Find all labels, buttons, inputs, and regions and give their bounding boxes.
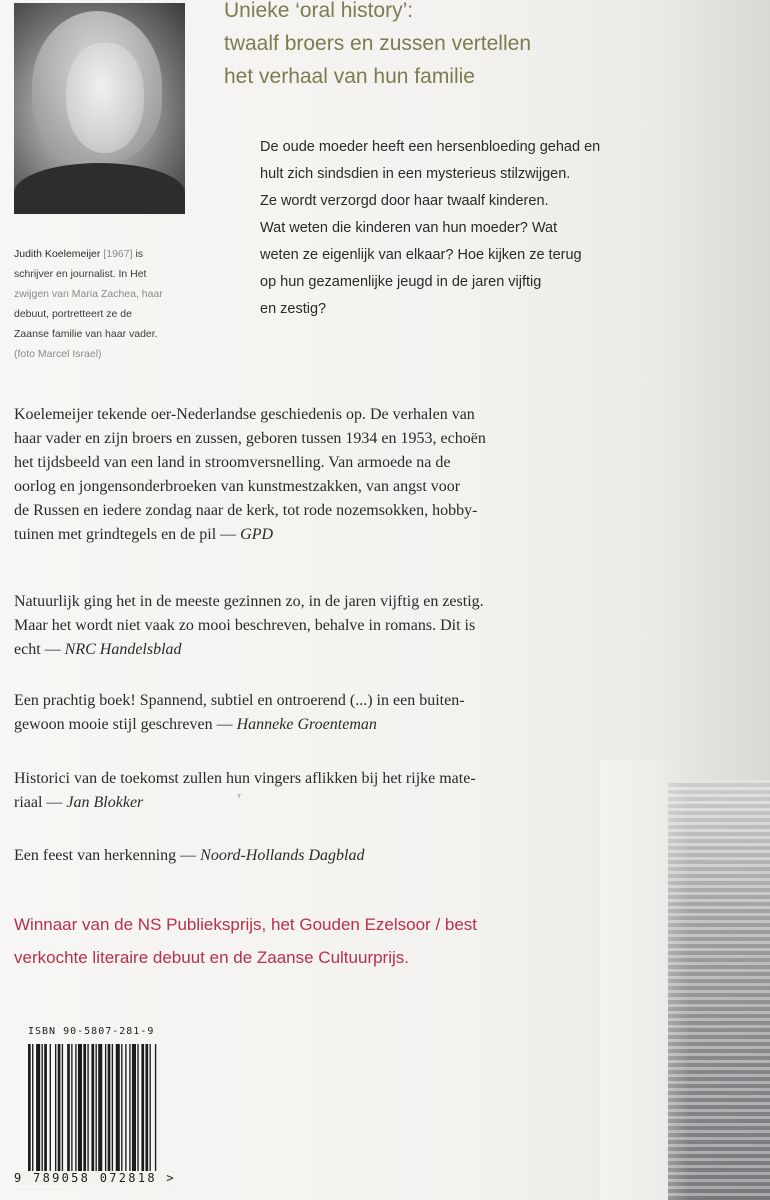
- review-quote-4: [14, 767, 476, 815]
- caption-line-1: [14, 244, 199, 264]
- quote-last-line: [14, 523, 486, 547]
- barcode-bar: [116, 1044, 120, 1172]
- quote-line: het tijdsbeeld van een land in stroomversnelling. Van armoede na de: [14, 454, 451, 471]
- barcode-bar: [91, 1044, 94, 1184]
- barcode-bar: [132, 1044, 136, 1172]
- intro-line-2: hult zich sindsdien in een mysterieus stilzwijgen.: [260, 166, 571, 182]
- barcode-bar: [75, 1044, 76, 1172]
- barcode-bar: [55, 1044, 56, 1172]
- quote-last-text: tuinen met grindtegels en de pil —: [14, 526, 237, 543]
- quote-line: haar vader en zijn broers en zussen, geboren tussen 1934 en 1953, echoën: [14, 430, 486, 447]
- barcode-bar: [87, 1044, 88, 1172]
- intro-line-5: weten ze eigenlijk van elkaar? Hoe kijken ze terug: [260, 247, 582, 263]
- barcode-bar: [145, 1044, 148, 1172]
- caption-line-5: Zaanse familie van haar vader.: [14, 328, 158, 340]
- quote-last-line: [14, 713, 465, 737]
- quote-last-line: [14, 791, 476, 815]
- barcode-bar: [78, 1044, 82, 1172]
- quote-last-line: [14, 638, 484, 662]
- author-photo: [14, 3, 185, 214]
- barcode-bar: [150, 1044, 151, 1172]
- caption-line-2: schrijver en journalist. In Het: [14, 268, 147, 280]
- caption-line-4: debuut, portretteert ze de: [14, 308, 132, 320]
- quote-line: Historici van de toekomst zullen hun vingers aflikken bij het rijke mate-: [14, 770, 476, 787]
- quote-last-text: riaal —: [14, 794, 63, 811]
- barcode-bar: [125, 1044, 126, 1172]
- quote-last-text: echt —: [14, 641, 61, 658]
- quote-source: Noord-Hollands Dagblad: [200, 847, 365, 864]
- review-quote-2: [14, 590, 484, 662]
- award-line-1: Winnaar van de NS Publieksprijs, het Gouden Ezelsoor / best: [14, 915, 478, 934]
- intro-line-7: en zestig?: [260, 301, 327, 317]
- author-year: [1967]: [103, 248, 133, 260]
- barcode-bar: [96, 1044, 97, 1184]
- print-marks: ʳ: [238, 790, 241, 804]
- quote-line: Maar het wordt niet vaak zo mooi beschreven, behalve in romans. Dit is: [14, 617, 476, 634]
- barcode-bar: [58, 1044, 61, 1172]
- quote-line: Koelemeijer tekende oer-Nederlandse geschiedenis op. De verhalen van: [14, 406, 475, 423]
- isbn-label: ISBN 90-5807-281-9: [28, 1026, 155, 1037]
- award-line-2: verkochte literaire debuut en de Zaanse Cultuurprijs.: [14, 948, 409, 967]
- barcode-bar: [155, 1044, 156, 1184]
- quote-last-text: Een feest van herkenning —: [14, 847, 197, 864]
- barcode-bar: [137, 1044, 138, 1172]
- review-quote-3: [14, 689, 465, 737]
- author-face: [66, 43, 144, 153]
- barcode-bar: [71, 1044, 72, 1172]
- caption-line-1-rest: is: [135, 248, 144, 260]
- barcode-bar: [42, 1044, 43, 1172]
- caption-line-3: zwijgen van Maria Zachea, haar: [14, 288, 163, 300]
- quote-last-text: gewoon mooie stijl geschreven —: [14, 716, 233, 733]
- barcode-digits: 9 789058 072818 >: [14, 1171, 176, 1185]
- quote-line: Een prachtig boek! Spannend, subtiel en ontroerend (...) in een buiten-: [14, 692, 465, 709]
- quote-source: GPD: [240, 526, 274, 543]
- barcode-bar: [98, 1044, 102, 1172]
- author-caption: [14, 244, 199, 364]
- headline-line-3: het verhaal van hun familie: [224, 65, 475, 88]
- barcode-bar: [50, 1044, 51, 1172]
- barcode-bar: [105, 1044, 106, 1172]
- intro-text: [260, 134, 680, 323]
- headline: [224, 0, 644, 93]
- award-text: [14, 908, 654, 974]
- photo-credit: (foto Marcel Israel): [14, 348, 102, 360]
- quote-last-line: [14, 844, 364, 868]
- quote-source: NRC Handelsblad: [64, 641, 182, 658]
- quote-line: Natuurlijk ging het in de meeste gezinnen zo, in de jaren vijftig en zestig.: [14, 593, 484, 610]
- barcode-bar: [28, 1044, 31, 1184]
- headline-line-2: twaalf broers en zussen vertellen: [224, 32, 531, 55]
- barcode-bar: [129, 1044, 130, 1172]
- barcode-bar: [36, 1044, 40, 1172]
- barcode-bar: [44, 1044, 47, 1172]
- intro-line-1: De oude moeder heeft een hersenbloeding gehad en: [260, 139, 601, 155]
- author-shoulders: [14, 163, 185, 214]
- review-quote-5: [14, 844, 364, 868]
- review-quote-1: [14, 403, 486, 547]
- intro-line-6: op hun gezamenlijke jeugd in de jaren vijftig: [260, 274, 542, 290]
- barcode: [28, 1044, 196, 1184]
- quote-line: de Russen en iedere zondag naar de kerk, tot rode nozemsokken, hobby-: [14, 502, 478, 519]
- quote-source: Jan Blokker: [66, 794, 144, 811]
- barcode-bar: [67, 1044, 70, 1172]
- barcode-bar: [62, 1044, 63, 1172]
- author-name: Judith Koelemeijer: [14, 248, 101, 260]
- barcode-bar: [141, 1044, 144, 1172]
- intro-line-4: Wat weten die kinderen van hun moeder? Wat: [260, 220, 558, 236]
- barcode-bar: [32, 1044, 33, 1184]
- headline-line-1: Unieke ‘oral history’:: [224, 0, 414, 22]
- quote-line: oorlog en jongensonderbroeken van kunstmestzakken, van angst voor: [14, 478, 461, 495]
- barcode-bar: [112, 1044, 113, 1172]
- barcode-bar: [83, 1044, 86, 1172]
- barcode-bar: [121, 1044, 122, 1172]
- quote-source: Hanneke Groenteman: [236, 716, 377, 733]
- barcode-bar: [108, 1044, 111, 1172]
- intro-line-3: Ze wordt verzorgd door haar twaalf kinderen.: [260, 193, 549, 209]
- water-fade: [600, 760, 690, 1200]
